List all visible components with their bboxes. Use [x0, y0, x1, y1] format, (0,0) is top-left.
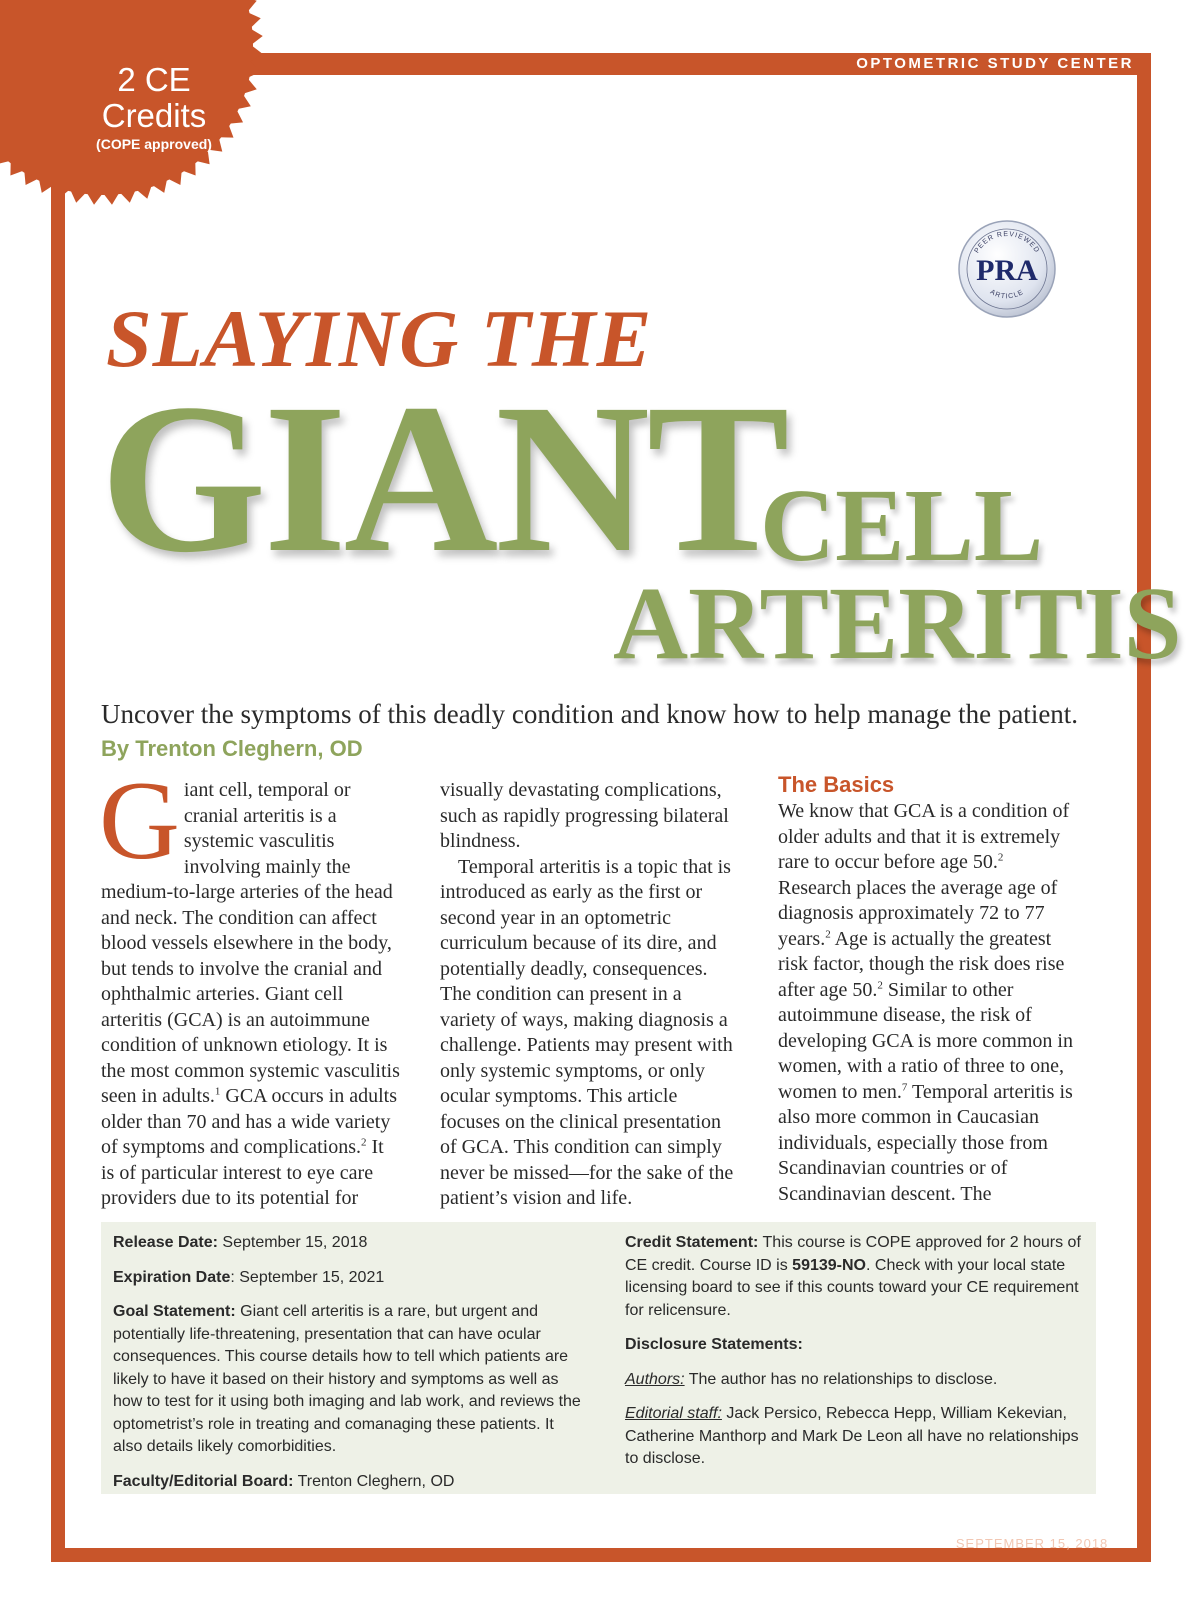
editorial-label: Editorial staff: [625, 1405, 722, 1422]
title-line-3: CELL [760, 468, 1044, 583]
course-info-box [101, 1222, 1096, 1494]
credit-statement-text: . Check with your local state licensing board to see if this counts toward your CE requirement for relicensure. [625, 1256, 1079, 1319]
peer-reviewed-seal-icon [956, 218, 1058, 320]
article-column-1 [99, 759, 401, 1212]
faculty-label: Faculty/Editorial Board: [113, 1472, 294, 1490]
issue-date: SEPTEMBER 15, 2018 [955, 1536, 1109, 1551]
article-column-2 [440, 778, 740, 1212]
body-text: Age is actually the greatest risk factor, though the risk does rise after age 50. [778, 927, 1065, 1001]
title-line-2: GIANT [100, 360, 787, 597]
reference-mark: 1 [214, 1085, 221, 1098]
authors-value: The author has no relationships to disclose. [688, 1370, 998, 1388]
reference-mark: 2 [360, 1136, 367, 1149]
drop-cap: G [99, 759, 180, 883]
page-footer [769, 1536, 1134, 1552]
dek-text: Uncover the symptoms of this deadly condition and know how to help manage the patient. [101, 699, 1079, 729]
credit-statement-text: This course is COPE approved for 2 hours of CE credit. Course ID is [625, 1234, 1081, 1274]
disclosure-heading [625, 1334, 1085, 1357]
section-label: OPTOMETRIC STUDY CENTER [856, 55, 1134, 72]
course-id: 59139-NO [792, 1256, 866, 1274]
page-number: 91 [1117, 1536, 1134, 1551]
disclosure-label: Disclosure Statements: [625, 1336, 803, 1353]
body-text: Similar to other autoimmune disease, the risk of developing GCA is more common in women, with a ratio of three to one, women to men. [778, 978, 1073, 1103]
editorial-value: Jack Persico, Rebecca Hepp, William Kekevian, Catherine Manthorp and Mark De Leon all have no relationships to disclose. [625, 1405, 1079, 1467]
reference-mark: 2 [825, 927, 831, 940]
body-text: It is of particular interest to eye care providers due to its potential for [101, 1136, 384, 1209]
seal-bottom-text: ARTICLE [988, 288, 1026, 301]
paragraph: visually devastating complications, such as rapidly progressing bilateral blindness. [440, 779, 729, 852]
ce-credits-badge [0, 0, 300, 220]
reference-mark: 7 [901, 1080, 908, 1093]
release-date-label: Release Date: [113, 1234, 218, 1251]
info-left-column [113, 1232, 583, 1505]
body-text: GCA occurs in adults older than 70 and has a wide variety of symptoms and complications. [101, 1085, 398, 1158]
faculty-value: Trenton Cleghern, OD [297, 1472, 455, 1490]
credit-statement [625, 1232, 1085, 1322]
title-line-4: ARTERITIS [613, 566, 1182, 681]
title-line-1: SLAYING THE [106, 293, 653, 384]
faculty [113, 1471, 583, 1494]
reference-mark: 2 [997, 851, 1004, 864]
badge-word: Credits [101, 97, 207, 134]
paragraph [99, 759, 401, 1212]
paragraph: Temporal arteritis is a topic that is introduced as early as the first or second year in an optometric curriculum because of its dire, and potentially deadly, consequences. The condition can present in a variety of ways, making diagnosis a challenge. Patients may present with only systemic symptoms, or only ocular symptoms. This article focuses on the clinical presentation of GCA. This condition can simply never be missed—for the sake of the patient’s vision and life. [440, 855, 734, 1209]
badge-text [88, 62, 220, 152]
body-text: Temporal arteritis is also more common in Caucasian individuals, especially those from Scandinavian countries or of Scandinavian descent. The [778, 1080, 1073, 1205]
body-text: Research places the average age of diagnosis approximately 72 to 77 years. [778, 876, 1058, 950]
paragraph [778, 799, 1078, 1207]
reference-mark: 2 [877, 978, 883, 991]
release-date [113, 1232, 583, 1255]
expiration-date [113, 1267, 583, 1290]
body-text: We know that GCA is a condition of older adults and that it is extremely rare to occur before age 50. [778, 800, 1070, 873]
badge-note: (COPE approved) [96, 136, 212, 152]
goal-statement-label: Goal Statement: [113, 1303, 236, 1320]
goal-statement-value: Giant cell arteritis is a rare, but urgent and potentially life-threatening, presentation that can have ocular consequences. This course details how to tell which patients are likely to have it based on their history and symptoms as well as how to test for it using both imaging and lab work, and reviews the optometrist’s role in treating and comanaging these patients. It also details likely comorbidities. [113, 1303, 581, 1455]
info-right-column [625, 1232, 1085, 1483]
release-date-value: September 15, 2018 [222, 1234, 368, 1251]
authors-disclosure [625, 1369, 1085, 1392]
dek [101, 698, 1091, 765]
expiration-date-value: : September 15, 2021 [230, 1268, 385, 1286]
authors-label: Authors: [625, 1370, 685, 1388]
credit-statement-label: Credit Statement: [625, 1234, 759, 1251]
editorial-disclosure [625, 1403, 1085, 1471]
badge-number: 2 CE [117, 61, 191, 98]
goal-statement [113, 1301, 583, 1459]
seal-top-text: PEER REVIEWED [973, 230, 1041, 255]
article-column-3 [778, 772, 1078, 1207]
section-heading: The Basics [778, 772, 895, 797]
expiration-date-label: Expiration Date [113, 1268, 231, 1286]
body-text: iant cell, temporal or cranial arteritis is a systemic vasculitis involving mainly the medium-to-large arteries of the head and neck. The condition can affect blood vessels elsewhere in the body, but tends to involve the cranial and ophthalmic arteries. Giant cell arteritis (GCA) is an autoimmune condition of unknown etiology. It is the most common systemic vasculitis seen in adults. [101, 779, 400, 1107]
publication-name: REVIEW OF OPTOMETRY [769, 1536, 947, 1551]
byline: By Trenton Cleghern, OD [101, 736, 363, 761]
seal-letters: PRA [976, 254, 1038, 287]
